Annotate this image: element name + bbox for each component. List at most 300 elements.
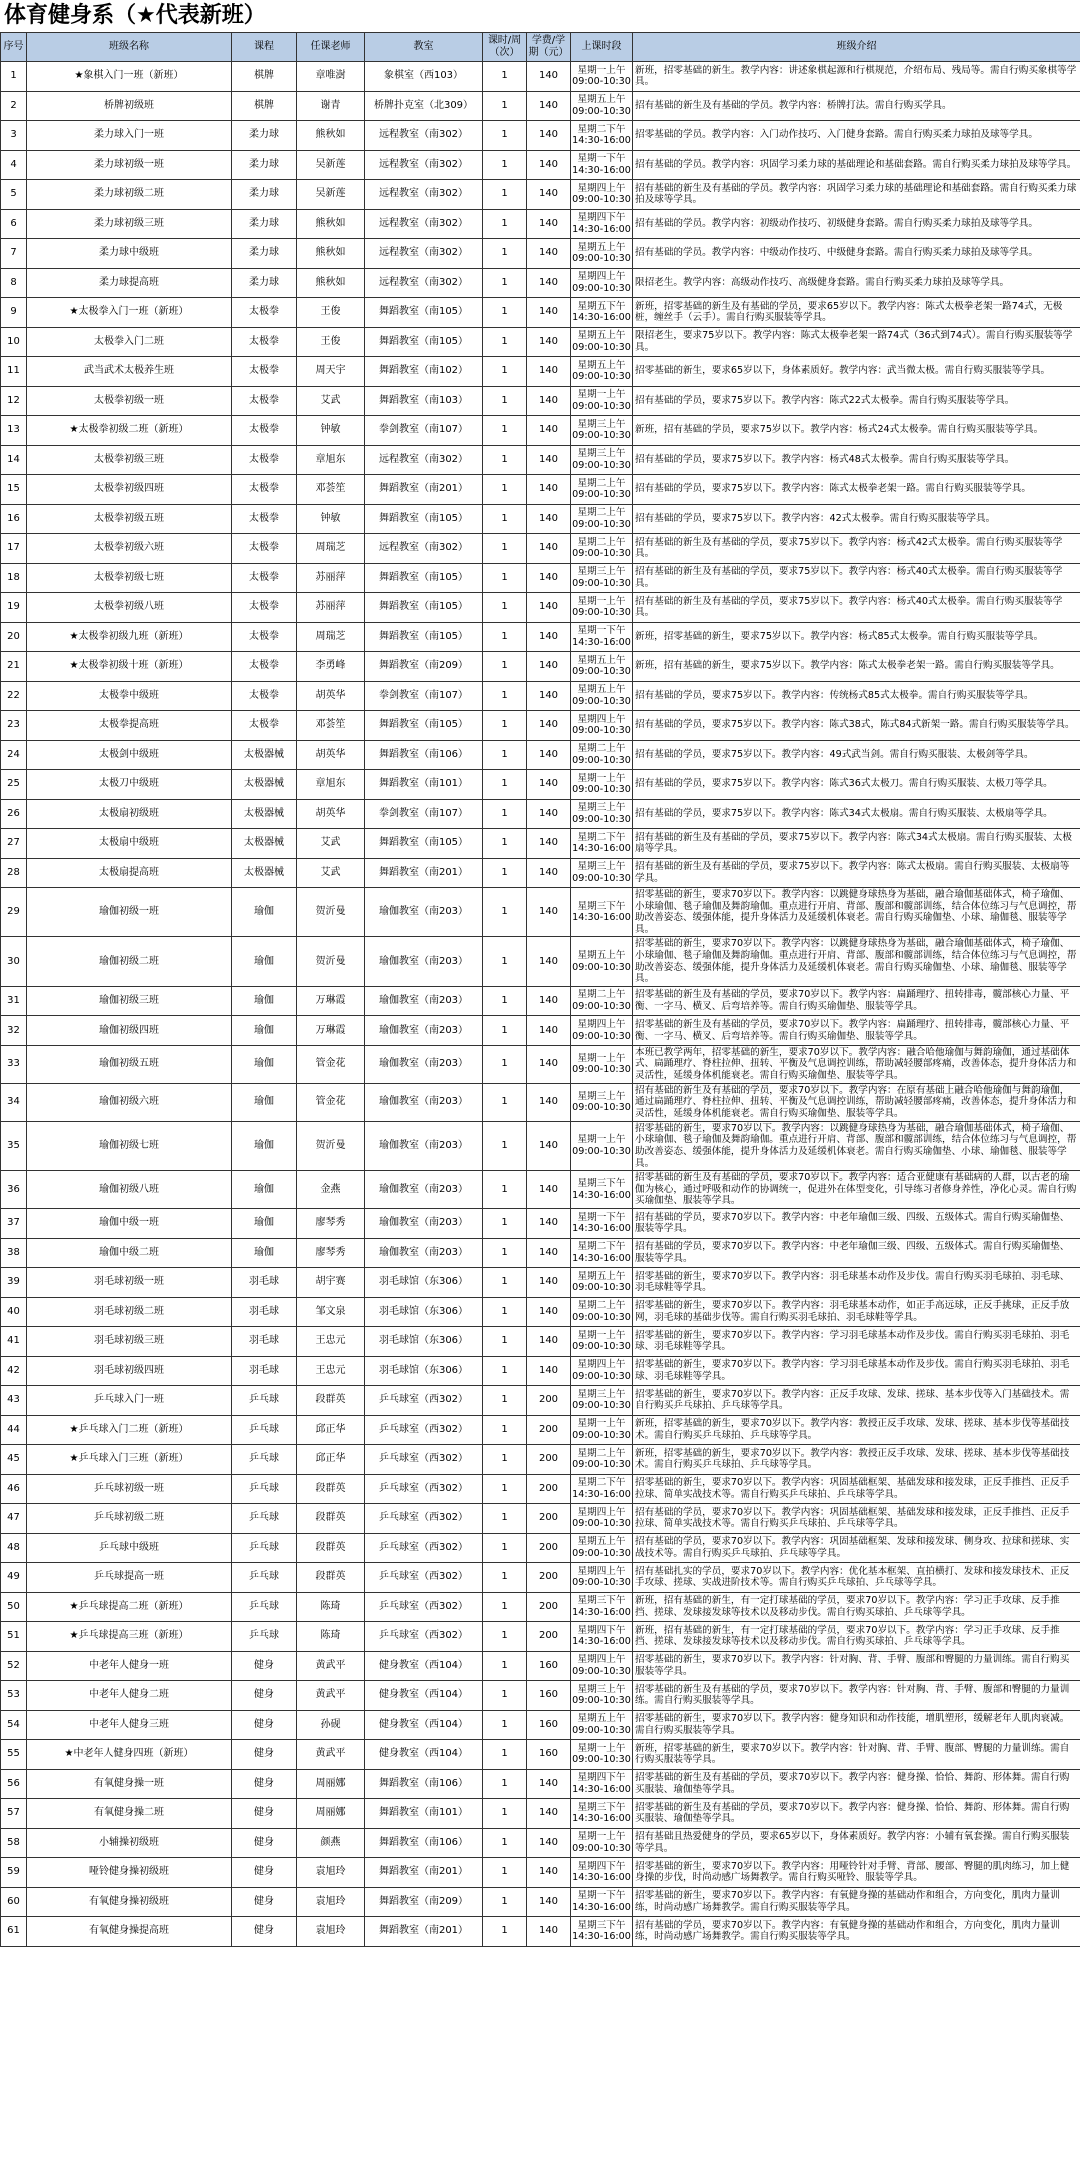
cell-time: 星期五上午 09:00-10:30 — [571, 357, 633, 387]
table-row — [1, 268, 1080, 298]
cell-name: 太极拳入门二班 — [27, 327, 232, 357]
cell-fee: 160 — [527, 1681, 571, 1711]
cell-course: 健身 — [232, 1799, 297, 1829]
cell-name: 武当武术太极养生班 — [27, 357, 232, 387]
cell-hours: 1 — [483, 475, 527, 505]
table-row — [1, 1887, 1080, 1917]
cell-teacher: 章旭东 — [297, 445, 365, 475]
table-row — [1, 1386, 1080, 1416]
cell-teacher: 周天宇 — [297, 357, 365, 387]
cell-desc: 限招老生，要求75岁以下。教学内容：陈式太极拳老架一路74式（36式到74式）。需自行购买服装等学具。 — [633, 327, 1080, 357]
cell-name: ★乒乓球提高二班（新班） — [27, 1592, 232, 1622]
cell-fee: 140 — [527, 534, 571, 564]
cell-time: 星期一上午 09:00-10:30 — [571, 1740, 633, 1770]
cell-time: 星期五上午 09:00-10:30 — [571, 937, 633, 986]
cell-room: 健身教室（西104） — [365, 1740, 483, 1770]
cell-teacher: 章旭东 — [297, 770, 365, 800]
cell-room: 乒乓球室（西302） — [365, 1386, 483, 1416]
cell-desc: 招零基础的新生及有基础的学员，要求70岁以下。教学内容：健身操、恰恰、舞韵、形体舞。需自行购买服装、瑜伽垫等学具。 — [633, 1769, 1080, 1799]
cell-hours: 1 — [483, 770, 527, 800]
cell-time: 星期五上午 09:00-10:30 — [571, 327, 633, 357]
table-row — [1, 298, 1080, 328]
cell-fee: 140 — [527, 1045, 571, 1083]
cell-name: 羽毛球初级三班 — [27, 1327, 232, 1357]
cell-course: 太极拳 — [232, 622, 297, 652]
table-row — [1, 740, 1080, 770]
cell-name: ★太极拳初级十班（新班） — [27, 652, 232, 682]
cell-hours: 1 — [483, 357, 527, 387]
cell-no: 17 — [1, 534, 27, 564]
cell-time: 星期四上午 09:00-10:30 — [571, 711, 633, 741]
table-row — [1, 1799, 1080, 1829]
cell-time: 星期四下午 14:30-16:00 — [571, 1858, 633, 1888]
cell-time: 星期二下午 14:30-16:00 — [571, 1238, 633, 1268]
cell-hours: 1 — [483, 622, 527, 652]
cell-no: 51 — [1, 1622, 27, 1652]
cell-room: 远程教室（南302） — [365, 209, 483, 239]
table-row — [1, 91, 1080, 121]
table-row — [1, 1297, 1080, 1327]
cell-fee: 140 — [527, 1327, 571, 1357]
cell-room: 羽毛球馆（东306） — [365, 1327, 483, 1357]
cell-no: 41 — [1, 1327, 27, 1357]
cell-room: 远程教室（南302） — [365, 445, 483, 475]
cell-hours: 1 — [483, 740, 527, 770]
cell-course: 瑜伽 — [232, 1045, 297, 1083]
cell-teacher: 段群英 — [297, 1474, 365, 1504]
header-time: 上课时段 — [571, 33, 633, 62]
cell-time: 星期四上午 09:00-10:30 — [571, 1504, 633, 1534]
cell-time: 星期五上午 09:00-10:30 — [571, 652, 633, 682]
table-row — [1, 239, 1080, 269]
cell-desc: 招有基础的学员，要求70岁以下。教学内容：巩固基础框架、基础发球和接发球，正反手推挡、正反手拉球、简单实战技术等。需自行购买乒乓球拍、乒乓球等学具。 — [633, 1504, 1080, 1534]
cell-fee: 140 — [527, 239, 571, 269]
cell-no: 8 — [1, 268, 27, 298]
cell-desc: 招零基础的新生，要求70岁以下。教学内容：巩固基础框架、基础发球和接发球，正反手推挡、正反手拉球、简单实战技术等。需自行购买乒乓球拍、乒乓球等学具。 — [633, 1474, 1080, 1504]
cell-desc: 招零基础的新生，要求70岁以下。教学内容：有氧健身操的基础动作和组合，方向变化，肌肉力量训练，时尚动感广场舞教学。需自行购买服装等学具。 — [633, 1887, 1080, 1917]
cell-teacher: 廖琴秀 — [297, 1209, 365, 1239]
cell-course: 太极拳 — [232, 416, 297, 446]
cell-no: 6 — [1, 209, 27, 239]
cell-room: 舞蹈教室（南105） — [365, 327, 483, 357]
cell-no: 59 — [1, 1858, 27, 1888]
cell-name: 瑜伽初级一班 — [27, 888, 232, 937]
cell-teacher: 周瑞芝 — [297, 622, 365, 652]
cell-no: 35 — [1, 1121, 27, 1170]
cell-hours: 1 — [483, 1356, 527, 1386]
table-row — [1, 1710, 1080, 1740]
cell-name: 有氧健身操二班 — [27, 1799, 232, 1829]
cell-course: 太极拳 — [232, 681, 297, 711]
cell-course: 太极器械 — [232, 799, 297, 829]
cell-hours: 1 — [483, 209, 527, 239]
cell-no: 10 — [1, 327, 27, 357]
cell-course: 太极拳 — [232, 593, 297, 623]
cell-room: 舞蹈教室（南105） — [365, 829, 483, 859]
table-row — [1, 1504, 1080, 1534]
cell-room: 舞蹈教室（南201） — [365, 858, 483, 888]
table-row — [1, 504, 1080, 534]
cell-fee: 140 — [527, 937, 571, 986]
cell-teacher: 金燕 — [297, 1171, 365, 1209]
cell-time: 星期二下午 14:30-16:00 — [571, 829, 633, 859]
cell-room: 瑜伽教室（南203） — [365, 1121, 483, 1170]
cell-no: 9 — [1, 298, 27, 328]
cell-desc: 招有基础的新生及有基础的学员。教学内容：桥牌打法。需自行购买学具。 — [633, 91, 1080, 121]
cell-room: 舞蹈教室（南101） — [365, 1799, 483, 1829]
table-row — [1, 1592, 1080, 1622]
cell-name: 柔力球入门一班 — [27, 121, 232, 151]
table-row — [1, 1327, 1080, 1357]
cell-time: 星期五上午 09:00-10:30 — [571, 681, 633, 711]
cell-desc: 招有基础的学员，要求75岁以下。教学内容：陈式太极拳老架一路。需自行购买服装等学具。 — [633, 475, 1080, 505]
table-row — [1, 563, 1080, 593]
cell-name: ★太极拳初级九班（新班） — [27, 622, 232, 652]
cell-desc: 招零基础的新生，要求65岁以下，身体素质好。教学内容：武当微太极。需自行购买服装等学具。 — [633, 357, 1080, 387]
cell-desc: 招零基础的新生及有基础的学员，要求70岁以下。教学内容：健身操、恰恰、舞韵、形体舞。需自行购买服装、瑜伽垫等学具。 — [633, 1799, 1080, 1829]
cell-no: 48 — [1, 1533, 27, 1563]
cell-fee: 140 — [527, 416, 571, 446]
cell-teacher: 谢青 — [297, 91, 365, 121]
cell-course: 瑜伽 — [232, 1238, 297, 1268]
cell-hours: 1 — [483, 504, 527, 534]
cell-room: 健身教室（西104） — [365, 1710, 483, 1740]
cell-fee: 160 — [527, 1740, 571, 1770]
cell-hours: 1 — [483, 1592, 527, 1622]
cell-fee: 140 — [527, 652, 571, 682]
cell-room: 舞蹈教室（南105） — [365, 298, 483, 328]
cell-hours: 1 — [483, 534, 527, 564]
table-row — [1, 1740, 1080, 1770]
cell-hours: 1 — [483, 1740, 527, 1770]
table-row — [1, 858, 1080, 888]
cell-hours: 1 — [483, 327, 527, 357]
cell-room: 舞蹈教室（南209） — [365, 652, 483, 682]
cell-hours: 1 — [483, 937, 527, 986]
cell-course: 太极拳 — [232, 386, 297, 416]
table-row — [1, 62, 1080, 92]
table-row — [1, 1828, 1080, 1858]
cell-time: 星期五上午 09:00-10:30 — [571, 1268, 633, 1298]
cell-hours: 1 — [483, 239, 527, 269]
cell-room: 舞蹈教室（南201） — [365, 475, 483, 505]
cell-no: 40 — [1, 1297, 27, 1327]
table-row — [1, 888, 1080, 937]
cell-hours: 1 — [483, 298, 527, 328]
cell-time: 星期三上午 09:00-10:30 — [571, 416, 633, 446]
cell-name: 太极拳初级六班 — [27, 534, 232, 564]
table-row — [1, 622, 1080, 652]
cell-no: 32 — [1, 1016, 27, 1046]
cell-name: 太极拳初级七班 — [27, 563, 232, 593]
cell-teacher: 袁旭玲 — [297, 1917, 365, 1947]
cell-fee: 200 — [527, 1445, 571, 1475]
cell-course: 瑜伽 — [232, 1016, 297, 1046]
cell-no: 11 — [1, 357, 27, 387]
cell-course: 瑜伽 — [232, 1171, 297, 1209]
cell-fee: 140 — [527, 209, 571, 239]
cell-room: 舞蹈教室（南103） — [365, 386, 483, 416]
table-row — [1, 681, 1080, 711]
table-row — [1, 770, 1080, 800]
cell-time: 星期三上午 09:00-10:30 — [571, 799, 633, 829]
cell-fee: 200 — [527, 1622, 571, 1652]
cell-hours: 1 — [483, 593, 527, 623]
table-row — [1, 1533, 1080, 1563]
table-row — [1, 1209, 1080, 1239]
cell-desc: 招零基础的新生及有基础的学员，要求70岁以下。教学内容：针对胸、背、手臂、腹部和臀腿的力量训练。需自行购买服装等学具。 — [633, 1681, 1080, 1711]
cell-course: 瑜伽 — [232, 888, 297, 937]
cell-time: 星期四上午 09:00-10:30 — [571, 180, 633, 210]
cell-teacher: 周瑞芝 — [297, 534, 365, 564]
cell-name: 羽毛球初级四班 — [27, 1356, 232, 1386]
cell-no: 31 — [1, 986, 27, 1016]
cell-hours: 1 — [483, 1710, 527, 1740]
cell-time: 星期三上午 09:00-10:30 — [571, 858, 633, 888]
cell-course: 瑜伽 — [232, 1209, 297, 1239]
cell-fee: 140 — [527, 1858, 571, 1888]
cell-time: 星期二上午 09:00-10:30 — [571, 740, 633, 770]
cell-no: 49 — [1, 1563, 27, 1593]
cell-fee: 140 — [527, 386, 571, 416]
cell-name: 乒乓球初级二班 — [27, 1504, 232, 1534]
cell-course: 太极拳 — [232, 475, 297, 505]
table-row — [1, 1045, 1080, 1083]
cell-teacher: 李勇峰 — [297, 652, 365, 682]
cell-fee: 140 — [527, 622, 571, 652]
table-row — [1, 829, 1080, 859]
cell-time: 星期四上午 09:00-10:30 — [571, 1563, 633, 1593]
cell-course: 乒乓球 — [232, 1415, 297, 1445]
cell-course: 太极拳 — [232, 445, 297, 475]
cell-fee: 140 — [527, 1828, 571, 1858]
cell-course: 柔力球 — [232, 180, 297, 210]
cell-room: 瑜伽教室（南203） — [365, 1083, 483, 1121]
cell-fee: 140 — [527, 1209, 571, 1239]
cell-name: 瑜伽初级八班 — [27, 1171, 232, 1209]
cell-teacher: 段群英 — [297, 1533, 365, 1563]
cell-name: 太极剑中级班 — [27, 740, 232, 770]
cell-name: 乒乓球初级一班 — [27, 1474, 232, 1504]
cell-desc: 招零基础的学员。教学内容：入门动作技巧、入门健身套路。需自行购买柔力球拍及球等学具。 — [633, 121, 1080, 151]
cell-no: 36 — [1, 1171, 27, 1209]
cell-desc: 招有基础的学员，要求75岁以下。教学内容：42式太极拳。需自行购买服装等学具。 — [633, 504, 1080, 534]
cell-fee: 140 — [527, 357, 571, 387]
cell-desc: 招有基础的新生及有基础的学员。教学内容：巩固学习柔力球的基础理论和基础套路。需自行购买柔力球拍及球等学具。 — [633, 180, 1080, 210]
cell-no: 24 — [1, 740, 27, 770]
cell-course: 健身 — [232, 1917, 297, 1947]
cell-no: 43 — [1, 1386, 27, 1416]
cell-desc: 招有基础且热爱健身的学员，要求65岁以下，身体素质好。教学内容：小辅有氧套操。需自行购买服装等学具。 — [633, 1828, 1080, 1858]
cell-time: 星期一上午 09:00-10:30 — [571, 386, 633, 416]
cell-time: 星期四下午 14:30-16:00 — [571, 209, 633, 239]
cell-no: 2 — [1, 91, 27, 121]
cell-desc: 招零基础的新生，要求70岁以下。教学内容：学习羽毛球基本动作及步伐。需自行购买羽毛球拍、羽毛球、羽毛球鞋等学具。 — [633, 1356, 1080, 1386]
cell-course: 健身 — [232, 1651, 297, 1681]
cell-course: 羽毛球 — [232, 1297, 297, 1327]
cell-room: 桥牌扑克室（北309） — [365, 91, 483, 121]
cell-desc: 招零基础的新生，要求70岁以下。教学内容：羽毛球基本动作，如正手高远球，正反手挑球，正反手放网，羽毛球的基础步伐等。需自行购买羽毛球拍、羽毛球鞋等学具。 — [633, 1297, 1080, 1327]
cell-fee: 140 — [527, 770, 571, 800]
cell-teacher: 周丽娜 — [297, 1769, 365, 1799]
cell-name: 中老年人健身一班 — [27, 1651, 232, 1681]
cell-room: 羽毛球馆（东306） — [365, 1268, 483, 1298]
cell-time: 星期一上午 09:00-10:30 — [571, 62, 633, 92]
cell-course: 太极拳 — [232, 711, 297, 741]
cell-room: 舞蹈教室（南105） — [365, 593, 483, 623]
cell-time: 星期三上午 09:00-10:30 — [571, 1083, 633, 1121]
cell-time: 星期一下午 14:30-16:00 — [571, 622, 633, 652]
cell-hours: 1 — [483, 1415, 527, 1445]
cell-name: 太极拳初级五班 — [27, 504, 232, 534]
table-row — [1, 1681, 1080, 1711]
cell-no: 61 — [1, 1917, 27, 1947]
cell-no: 39 — [1, 1268, 27, 1298]
cell-teacher: 邹文泉 — [297, 1297, 365, 1327]
cell-fee: 140 — [527, 593, 571, 623]
cell-room: 远程教室（南302） — [365, 150, 483, 180]
cell-room: 瑜伽教室（南203） — [365, 1238, 483, 1268]
cell-room: 舞蹈教室（南105） — [365, 711, 483, 741]
cell-hours: 1 — [483, 1533, 527, 1563]
cell-fee: 160 — [527, 1710, 571, 1740]
cell-teacher: 黄武平 — [297, 1651, 365, 1681]
cell-name: ★太极拳入门一班（新班） — [27, 298, 232, 328]
cell-course: 健身 — [232, 1828, 297, 1858]
cell-teacher: 邓荟笙 — [297, 475, 365, 505]
cell-hours: 1 — [483, 1887, 527, 1917]
table-row — [1, 180, 1080, 210]
cell-hours: 1 — [483, 1474, 527, 1504]
cell-no: 27 — [1, 829, 27, 859]
cell-time: 星期四上午 09:00-10:30 — [571, 268, 633, 298]
cell-name: 羽毛球初级二班 — [27, 1297, 232, 1327]
cell-course: 乒乓球 — [232, 1592, 297, 1622]
table-row — [1, 534, 1080, 564]
cell-no: 28 — [1, 858, 27, 888]
cell-desc: 新班，招零基础的新生，要求70岁以下。教学内容：教授正反手攻球、发球、搓球、基本步伐等基础技术。需自行购买乒乓球拍、乒乓球等学具。 — [633, 1445, 1080, 1475]
cell-fee: 140 — [527, 475, 571, 505]
cell-name: 小辅操初级班 — [27, 1828, 232, 1858]
cell-teacher: 熊秋如 — [297, 209, 365, 239]
table-row — [1, 1238, 1080, 1268]
cell-hours: 1 — [483, 1121, 527, 1170]
cell-no: 16 — [1, 504, 27, 534]
table-row — [1, 416, 1080, 446]
cell-hours: 1 — [483, 386, 527, 416]
cell-hours: 1 — [483, 1917, 527, 1947]
cell-teacher: 王忠元 — [297, 1327, 365, 1357]
table-row — [1, 357, 1080, 387]
cell-room: 羽毛球馆（东306） — [365, 1297, 483, 1327]
cell-no: 26 — [1, 799, 27, 829]
table-row — [1, 1083, 1080, 1121]
cell-teacher: 艾武 — [297, 829, 365, 859]
cell-teacher: 熊秋如 — [297, 121, 365, 151]
cell-time: 星期三上午 09:00-10:30 — [571, 445, 633, 475]
cell-name: 太极拳初级八班 — [27, 593, 232, 623]
cell-course: 健身 — [232, 1858, 297, 1888]
cell-desc: 限招老生。教学内容：高级动作技巧、高级健身套路。需自行购买柔力球拍及球等学具。 — [633, 268, 1080, 298]
cell-time: 星期四上午 09:00-10:30 — [571, 1651, 633, 1681]
cell-fee: 200 — [527, 1563, 571, 1593]
cell-desc: 招有基础的学员，要求70岁以下。教学内容：巩固基础框架、发球和接发球、侧身攻、拉球和搓球、实战技术等。需自行购买乒乓球拍、乒乓球等学具。 — [633, 1533, 1080, 1563]
cell-room: 舞蹈教室（南102） — [365, 357, 483, 387]
cell-teacher: 管金花 — [297, 1083, 365, 1121]
cell-name: 有氧健身操提高班 — [27, 1917, 232, 1947]
cell-fee: 140 — [527, 1121, 571, 1170]
cell-time: 星期一上午 09:00-10:30 — [571, 1828, 633, 1858]
cell-desc: 招零基础的新生及有基础的学员，要求70岁以下。教学内容：扁踊理疗、扭转排毒，髋部核心力量、平衡、一字马、横叉、后弯培养等。需自行购买瑜伽垫、服装等学具。 — [633, 1016, 1080, 1046]
cell-course: 健身 — [232, 1710, 297, 1740]
cell-time: 星期二上午 09:00-10:30 — [571, 1297, 633, 1327]
cell-fee: 140 — [527, 858, 571, 888]
table-row — [1, 1563, 1080, 1593]
cell-time: 星期三下午 14:30-16:00 — [571, 888, 633, 937]
cell-desc: 招零基础的新生，要求70岁以下。教学内容：学习羽毛球基本动作及步伐。需自行购买羽毛球拍、羽毛球、羽毛球鞋等学具。 — [633, 1327, 1080, 1357]
cell-hours: 1 — [483, 1769, 527, 1799]
cell-course: 健身 — [232, 1769, 297, 1799]
cell-no: 18 — [1, 563, 27, 593]
header-name: 班级名称 — [27, 33, 232, 62]
cell-fee: 160 — [527, 1651, 571, 1681]
cell-fee: 140 — [527, 1887, 571, 1917]
cell-desc: 招有基础的学员，要求75岁以下。教学内容：杨式48式太极拳。需自行购买服装等学具。 — [633, 445, 1080, 475]
cell-name: 有氧健身操初级班 — [27, 1887, 232, 1917]
cell-fee: 200 — [527, 1533, 571, 1563]
cell-hours: 1 — [483, 1297, 527, 1327]
header-hours: 课时/周（次） — [483, 33, 527, 62]
cell-course: 棋牌 — [232, 62, 297, 92]
cell-desc: 招有基础的学员，要求75岁以下。教学内容：49式武当剑。需自行购买服装、太极剑等学具。 — [633, 740, 1080, 770]
cell-no: 46 — [1, 1474, 27, 1504]
cell-name: 乒乓球中级班 — [27, 1533, 232, 1563]
cell-room: 象棋室（西103） — [365, 62, 483, 92]
table-row — [1, 1121, 1080, 1170]
cell-name: ★太极拳初级二班（新班） — [27, 416, 232, 446]
cell-room: 健身教室（西104） — [365, 1681, 483, 1711]
cell-course: 瑜伽 — [232, 1121, 297, 1170]
table-row — [1, 1016, 1080, 1046]
cell-time: 星期三下午 14:30-16:00 — [571, 1171, 633, 1209]
table-row — [1, 386, 1080, 416]
cell-no: 53 — [1, 1681, 27, 1711]
cell-hours: 1 — [483, 1681, 527, 1711]
table-row — [1, 475, 1080, 505]
cell-hours: 1 — [483, 652, 527, 682]
cell-fee: 140 — [527, 268, 571, 298]
cell-room: 舞蹈教室（南105） — [365, 504, 483, 534]
cell-teacher: 周丽娜 — [297, 1799, 365, 1829]
cell-teacher: 颜燕 — [297, 1828, 365, 1858]
cell-teacher: 段群英 — [297, 1563, 365, 1593]
cell-hours: 1 — [483, 681, 527, 711]
cell-course: 太极器械 — [232, 770, 297, 800]
cell-room: 远程教室（南302） — [365, 534, 483, 564]
header-fee: 学费/学期（元） — [527, 33, 571, 62]
cell-name: 柔力球初级三班 — [27, 209, 232, 239]
cell-teacher: 吴新莲 — [297, 180, 365, 210]
cell-teacher: 廖琴秀 — [297, 1238, 365, 1268]
cell-teacher: 王忠元 — [297, 1356, 365, 1386]
cell-teacher: 邓荟笙 — [297, 711, 365, 741]
cell-no: 54 — [1, 1710, 27, 1740]
cell-no: 20 — [1, 622, 27, 652]
cell-hours: 1 — [483, 1016, 527, 1046]
cell-course: 羽毛球 — [232, 1268, 297, 1298]
cell-teacher: 邱正华 — [297, 1445, 365, 1475]
table-row — [1, 1622, 1080, 1652]
